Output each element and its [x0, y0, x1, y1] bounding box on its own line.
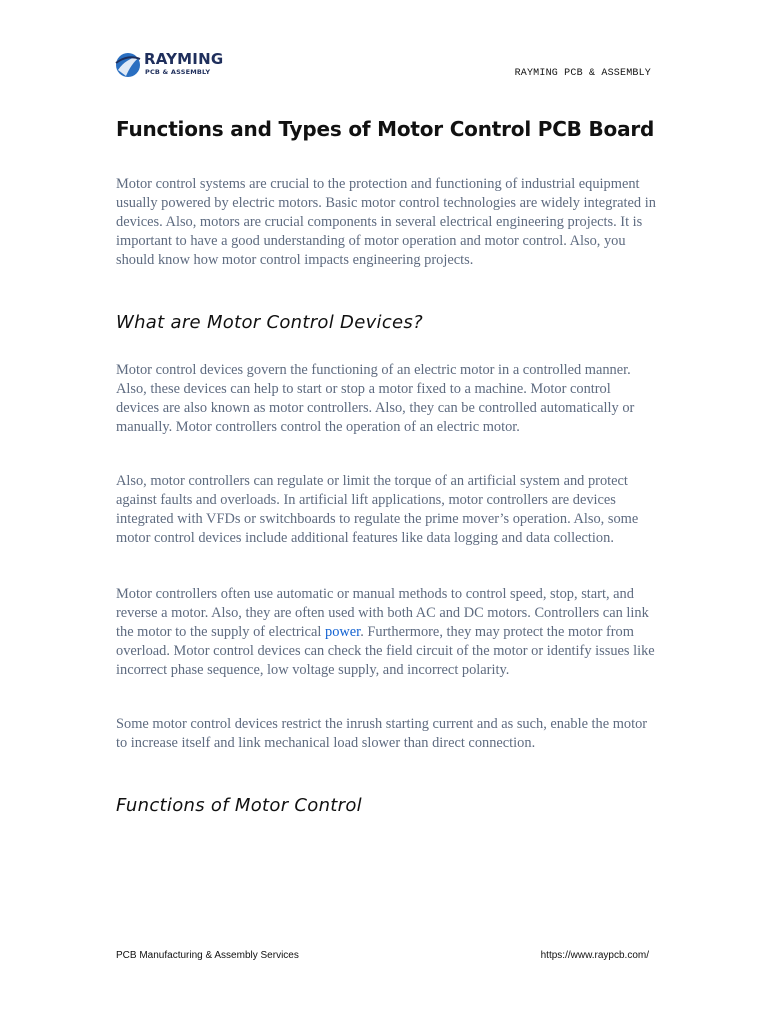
logo-subtitle: PCB & ASSEMBLY	[145, 68, 211, 76]
footer-url-link[interactable]: https://www.raypcb.com/	[540, 950, 649, 961]
paragraph-devices-3-text-b: . Furthermore, they may protect the motor from overload. Motor control devices can check the field circuit of the motor or identify issues like incorrect phase sequence, low voltage supply, and incorrect polarity.	[116, 624, 655, 678]
paragraph-devices-4: Some motor control devices restrict the inrush starting current and as such, enable the motor to increase itself and link mechanical load slower than direct connection.	[116, 716, 648, 751]
power-link[interactable]: power	[325, 624, 361, 640]
section-heading-motor-control-devices: What are Motor Control Devices?	[116, 312, 423, 333]
header-company-name: RAYMING PCB & ASSEMBLY	[514, 68, 651, 79]
company-logo	[114, 48, 224, 82]
footer-services: PCB Manufacturing & Assembly Services	[116, 950, 299, 961]
rayming-globe-icon	[114, 50, 142, 80]
intro-paragraph: Motor control systems are crucial to the protection and functioning of industrial equipment usually powered by electric motors. Basic motor control technologies are widely integrated in devices. Also, motors are crucial components in several electrical engineering projects. It is important to have a good understanding of motor operation and motor control. Also, you should know how motor control impacts engineering projects.	[116, 176, 656, 268]
paragraph-devices-1: Motor control devices govern the functioning of an electric motor in a controlled manner. Also, these devices can help to start or stop a motor fixed to a machine. Motor control devices are also known as motor controllers. Also, they can be controlled automatically or manually. Motor controllers control the operation of an electric motor.	[116, 362, 635, 435]
paragraph-devices-3	[116, 585, 656, 680]
logo-name: RAYMING	[144, 50, 224, 68]
page-title: Functions and Types of Motor Control PCB Board	[116, 117, 655, 141]
paragraph-devices-2: Also, motor controllers can regulate or limit the torque of an artificial system and protect against faults and overloads. In artificial lift applications, motor controllers are devices integrated with VFDs or switchboards to regulate the prime mover’s operation. Also, some motor control devices include additional features like data logging and data collection.	[116, 473, 639, 546]
paragraph-devices-3-text-a: Motor controllers often use automatic or manual methods to control speed, stop, start, and reverse a motor. Also, they are often used with both AC and DC motors. Controllers can link the motor to the supply of electrical	[116, 586, 649, 640]
section-heading-functions: Functions of Motor Control	[116, 795, 362, 816]
